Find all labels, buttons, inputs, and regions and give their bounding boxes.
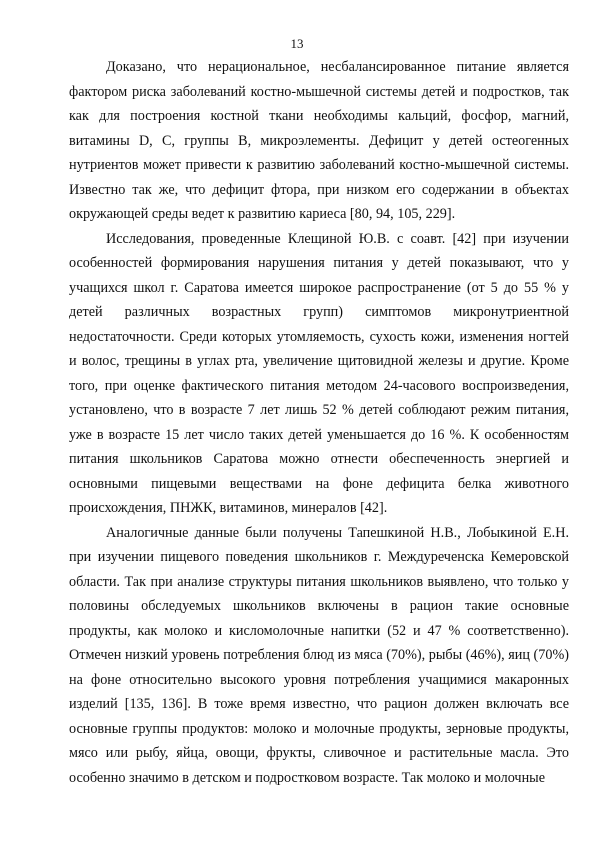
paragraph-1: Доказано, что нерациональное, несбалансированное питание является фактором риска заболеваний костно-мышечной системы детей и подростков, так как для построения костной ткани необходимы кальций, фосфор, магний, витамины D, C, группы B, микроэлементы. Дефицит у детей остеогенных нутриентов может привести к развитию заболеваний костно-мышечной системы. Известно так же, что дефицит фтора, при низком его содержании в объектах окружающей среды ведет к развитию кариеса [80, 94, 105, 229].: [69, 59, 569, 222]
paragraph-3: Аналогичные данные были получены Тапешкиной Н.В., Лобыкиной Е.Н. при изучении пищевого поведения школьников г. Междуреченска Кемеровской области. Так при анализе структуры питания школьников выявлено, что только у половины обследуемых школьников включены в рацион такие основные продукты, как молоко и кисломолочные напитки (52 и 47 % соответственно). Отмечен низкий уровень потребления блюд из мяса (70%), рыбы (46%), яиц (70%) на фоне относительно высокого уровня потребления учащимися макаронных изделий [135, 136]. В тоже время известно, что рацион должен включать все основные группы продуктов: молоко и молочные продукты, зерновые продукты, мясо или рыбу, яйца, овощи, фрукты, сливочное и растительные масла. Это особенно значимо в детском и подростковом возрасте. Так молоко и молочные: [69, 524, 569, 786]
body-text: [69, 55, 569, 790]
paragraph-2: Исследования, проведенные Клещиной Ю.В. с соавт. [42] при изучении особенностей формирования нарушения питания у детей показывают, что у учащихся школ г. Саратова имеется широкое распространение (от 5 до 55 % у детей различных возрастных групп) симптомов микронутриентной недостаточности. Среди которых утомляемость, сухость кожи, изменения ногтей и волос, трещины в углах рта, увеличение щитовидной железы и другие. Кроме того, при оценке фактического питания методом 24-часового воспроизведения, установлено, что в возрасте 7 лет лишь 52 % детей соблюдают режим питания, уже в возрасте 15 лет число таких детей уменьшается до 16 %. К особенностям питания школьников Саратова можно отнести обеспеченность энергией и основными пищевыми веществами на фоне дефицита белка животного происхождения, ПНЖК, витаминов, минералов [42].: [69, 230, 569, 516]
page-number: 13: [290, 36, 304, 51]
